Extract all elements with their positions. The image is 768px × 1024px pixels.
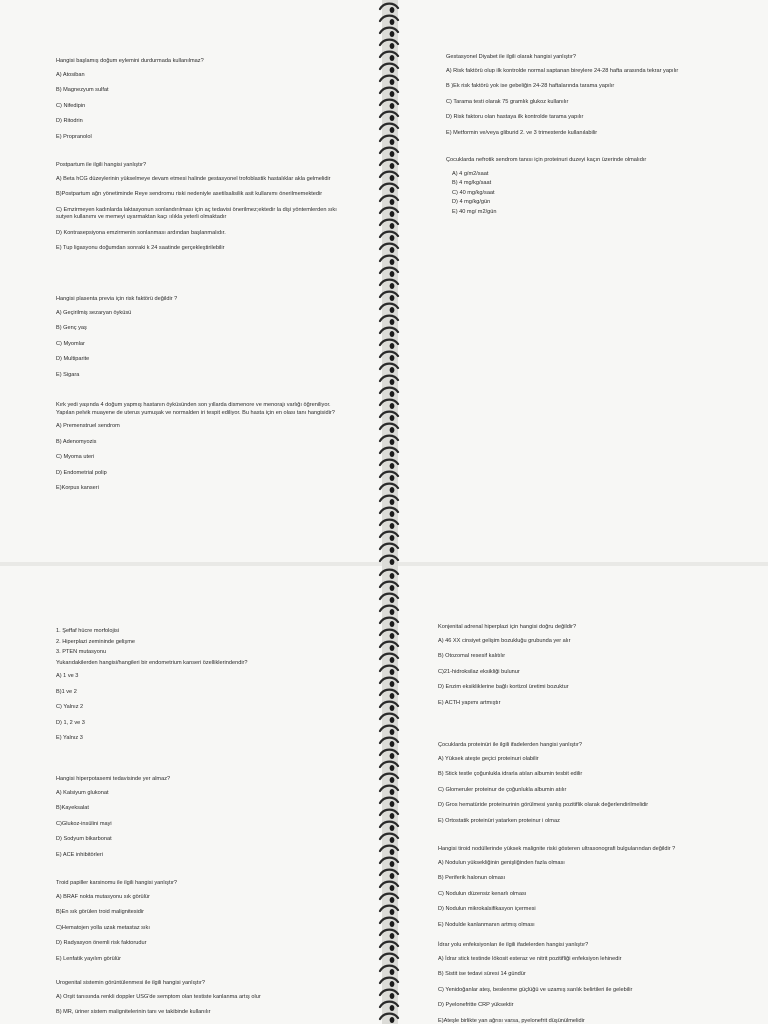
question-stem: Hangisi başlamış doğum eylemini durdurmada kullanılmaz? [56,58,204,64]
option-d: D) Ritodrin [56,118,83,125]
spiral-coil [380,520,398,525]
spiral-coil [380,990,398,995]
spiral-hole [390,427,395,433]
spiral-coil [380,364,398,369]
spiral-hole [390,717,395,723]
spiral-coil [380,702,398,707]
spiral-hole [390,31,395,37]
spiral-coil [380,448,398,453]
spiral-coil [380,642,398,647]
spiral-hole [390,463,395,469]
question-3 [56,296,366,387]
spiral-hole [390,295,395,301]
page-top-left [0,0,382,562]
spiral-hole [390,573,395,579]
spiral-hole [390,379,395,385]
option-d: D) Multiparite [56,356,90,363]
spiral-coil [380,594,398,599]
question-stem: İdrar yolu enfeksiyonları ile ilgili ifadelerden hangisi yanlıştır? [438,942,589,948]
spiral-hole [390,91,395,97]
option-d: D) Enzim eksikliklerine bağlı kortizol üretimi bozuktur [438,684,569,691]
option-d: D) Kontrasepsiyona emzirmenin sonlanması ardından başlanmalıdır. [56,229,226,236]
spiral-hole [390,993,395,999]
spiral-coil [380,666,398,671]
spiral-coil [380,714,398,719]
spiral-coil [380,834,398,839]
spiral-hole [390,585,395,591]
spiral-hole [390,765,395,771]
spiral-coil [380,532,398,537]
option-b: B) MR, üriner sistem malignitelerinin tanı ve takibinde kullanılır [56,1009,211,1016]
spiral-coil [380,256,398,261]
option-c: C) 40 mg/kg/saat [452,189,495,196]
spiral-coil [380,966,398,971]
spiral-hole [390,367,395,373]
spiral-coil [380,484,398,489]
spiral-binding-bottom [378,566,400,1024]
spiral-coil [380,196,398,201]
spiral-hole [390,331,395,337]
question-1 [56,58,366,149]
spiral-coil [380,786,398,791]
spiral-coil [380,220,398,225]
spiral-hole [390,211,395,217]
option-c: C) Yalnız 2 [56,704,84,711]
page-top-right [398,0,768,562]
spiral-hole [390,283,395,289]
spiral-hole [390,559,395,565]
spiral-binding-top [378,0,400,566]
spiral-hole [390,223,395,229]
spiral-coil [380,556,398,561]
spiral-coil [380,606,398,611]
spiral-hole [390,789,395,795]
question-stem: Kırk yedi yaşında 4 doğum yapmış hastanın öyküsünden son yıllarda dismenore ve menorajı varlığı öğreniliyor. Yapılan pelvik muayene de uterus yumuşak ve normalden iri tespit ediliyor. Bu hasta için en olası tanı hangisidir? [56,402,335,416]
option-e: E) 40 mg/ m2/gün [452,208,497,215]
premise-2: 2. Hiperplazi zemininde gelişme [56,638,135,645]
option-d: D) Endometrial polip [56,469,107,476]
spiral-hole [390,487,395,493]
option-b: B)Postpartum ağrı yönetiminde Reye sendromu riski nedeniyle asetilsalisilik asit kullanımı önerilmemektedir [56,191,323,198]
question-stem: Postpartum ile ilgili hangisi yanlıştır? [56,162,147,168]
spiral-coil [380,930,398,935]
option-d: D) Gros hematüride proteinurinin görülmesi yanlış pozitiflik olarak değerlendirilmelidir [438,802,649,809]
option-b: B) Sistit ise tedavi süresi 14 gündür [438,971,526,978]
question-9 [56,880,366,971]
spiral-hole [390,1005,395,1011]
spiral-hole [390,103,395,109]
question-4 [56,402,346,501]
spiral-coil [380,460,398,465]
option-e: E) Lenfatik yayılım görülür [56,955,121,962]
spiral-coil [380,918,398,923]
spiral-hole [390,801,395,807]
spiral-coil [380,376,398,381]
option-b: B) Magnezyum sulfat [56,87,109,94]
spiral-coil [380,726,398,731]
spiral-coil [380,1014,398,1019]
spiral-coil [380,100,398,105]
option-d: D) Sodyum bikarbonat [56,836,112,843]
option-c: C) Yenidoğanlar ateş, beslenme güçlüğü ve uzamış sarılık belirtileri ile gelebilir [438,986,633,993]
option-b: B) Genç yaş [56,325,87,332]
question-stem: Hangisi hiperpotasemi tedavisinde yer almaz? [56,776,171,782]
question-stem: Yukarıdakilerden hangisi/hangileri bir endometrium kanseri özelliklerindendir? [56,659,248,666]
spiral-hole [390,43,395,49]
spiral-hole [390,439,395,445]
spiral-coil [380,112,398,117]
spiral-hole [390,873,395,879]
spiral-coil [380,846,398,851]
question-stem: Konjenital adrenal hiperplazi için hangisi doğru değildir? [438,624,577,630]
spiral-coil [380,172,398,177]
option-a: A) İdrar stick testinde lökosit esteraz ve nitrit pozitifliği enfeksiyon lehinedir [438,955,622,962]
spiral-coil [380,882,398,887]
option-e: E) Yalnız 3 [56,735,83,742]
option-a: A) Nodulun yüksekliğinin genişliğinden fazla olması [438,859,565,866]
spiral-hole [390,307,395,313]
spiral-coil [380,1002,398,1007]
spiral-hole [390,777,395,783]
spiral-hole [390,235,395,241]
question-6 [446,157,751,218]
spiral-hole [390,933,395,939]
spiral-coil [380,630,398,635]
spiral-hole [390,451,395,457]
spiral-coil [380,436,398,441]
spiral-coil [380,304,398,309]
option-b: B) Periferik halonun olması [438,875,506,882]
spiral-hole [390,19,395,25]
option-e: E)Korpus kanseri [56,485,99,492]
spiral-coil [380,508,398,513]
option-b: B )Ek risk faktörü yok ise gebeliğin 24-28 haftalarında tarama yapılır [446,83,615,90]
spiral-hole [390,753,395,759]
option-a: A) 1 ve 3 [56,673,79,680]
spiral-coil [380,810,398,815]
spiral-hole [390,969,395,975]
spiral-coil [380,858,398,863]
spiral-coil [380,954,398,959]
option-d: D) Risk faktoru olan hastaya ilk kontrolde tarama yapılır [446,114,584,121]
question-5 [446,54,751,145]
option-b: B)1 ve 2 [56,688,77,695]
spiral-coil [380,894,398,899]
option-b: B) 4 mg/kg/saat [452,180,492,187]
spiral-coil [380,496,398,501]
option-b: B)Kayeksalat [56,805,89,812]
spiral-hole [390,825,395,831]
spiral-hole [390,475,395,481]
question-stem: Çocuklarda nefrotik sendrom tanısı için proteinuri duzeyi kaçın üzerinde olmalıdır [446,157,647,163]
option-e: E) Propranolol [56,133,92,140]
option-list [446,171,751,217]
spiral-coil [380,268,398,273]
spiral-hole [390,163,395,169]
spiral-coil [380,184,398,189]
option-e: E) Ortostatik proteinüri yatarken proteinur i olmaz [438,817,560,824]
spiral-coil [380,208,398,213]
spiral-hole [390,813,395,819]
spiral-coil [380,16,398,21]
spiral-hole [390,633,395,639]
option-d: D) 4 mg/kg/gün [452,199,491,206]
spiral-coil [380,978,398,983]
option-c: C)21-hidroksilaz eksikliği bulunur [438,668,520,675]
spiral-coil [380,690,398,695]
option-e: E) Tup ligasyonu doğumdan sonraki k 24 saatinde gerçekleştirilebilir [56,245,225,252]
question-11 [438,624,753,715]
option-b: B) Adenomyozis [56,438,97,445]
spiral-hole [390,921,395,927]
option-e: E) ACTH yapımı artmıştır [438,699,501,706]
spiral-hole [390,909,395,915]
spiral-hole [390,175,395,181]
spiral-hole [390,343,395,349]
premise-1: 1. Şeffaf hücre morfolojisi [56,628,120,634]
spiral-coil [380,232,398,237]
spiral-hole [390,547,395,553]
spiral-hole [390,511,395,517]
spiral-hole [390,271,395,277]
spiral-coil [380,76,398,81]
spiral-hole [390,127,395,133]
spiral-hole [390,403,395,409]
option-a: A) Premenstruel sendrom [56,423,120,430]
spiral-hole [390,741,395,747]
spiral-hole [390,609,395,615]
spiral-coil [380,148,398,153]
spiral-coil [380,472,398,477]
premise-3: 3. PTEN mutasyonu [56,649,107,656]
spiral-hole [390,115,395,121]
spiral-hole [390,7,395,13]
option-c: C)Glukoz-insülini mayi [56,820,112,827]
spiral-coil [380,160,398,165]
spiral-hole [390,849,395,855]
spiral-coil [380,678,398,683]
spiral-hole [390,391,395,397]
spiral-coil [380,582,398,587]
spiral-coil [380,654,398,659]
spiral-hole [390,897,395,903]
option-e: E) Sigara [56,371,80,378]
spiral-hole [390,729,395,735]
option-a: A) Yüksek ateşte geçici proteinuri olabilir [438,755,539,762]
option-a: A) Beta hCG düzeylerinin yükselmeye devam etmesi halinde gestasyonel trofoblastik hastalıklar akla gelmelidir [56,175,331,182]
spiral-hole [390,861,395,867]
spiral-coil [380,316,398,321]
page-bottom-left [0,566,382,1024]
spiral-hole [390,597,395,603]
spiral-hole [390,885,395,891]
spiral-coil [380,798,398,803]
spiral-coil [380,870,398,875]
option-e: E) Metformin ve/veya gliburid 2. ve 3 trimesterde kullanılabilir [446,129,598,136]
spiral-hole [390,355,395,361]
spiral-hole [390,523,395,529]
spiral-coil [380,750,398,755]
option-c: C) Nodulun düzensiz kenarlı olması [438,890,527,897]
spiral-coil [380,570,398,575]
spiral-hole [390,669,395,675]
spiral-hole [390,957,395,963]
option-a: A) 46 XX cinsiyet gelişim bozukluğu grubunda yer alır [438,637,571,644]
spiral-coil [380,942,398,947]
spiral-hole [390,415,395,421]
option-a: A) Kalsiyum glukonat [56,789,109,796]
spiral-hole [390,681,395,687]
option-a: A) Atosiban [56,71,85,78]
spiral-hole [390,199,395,205]
spiral-hole [390,499,395,505]
spiral-coil [380,762,398,767]
spiral-hole [390,945,395,951]
spiral-coil [380,618,398,623]
spiral-coil [380,40,398,45]
question-stem: Hangisi tiroid nodüllerinde yüksek malignite riski gösteren ultrasonografi bulgularından değildir ? [438,846,676,852]
spiral-coil [380,328,398,333]
option-e: E) ACE inhibitörleri [56,851,103,858]
option-a: A) Risk faktörü olup ilk kontrolde normal saptanan bireylere 24-28 hafta arasında tekrar yapılır [446,67,679,74]
spiral-coil [380,822,398,827]
spiral-coil [380,340,398,345]
question-12 [438,742,753,833]
spiral-coil [380,774,398,779]
question-7 [56,628,366,751]
question-14 [438,942,758,1024]
spiral-coil [380,400,398,405]
spiral-coil [380,280,398,285]
option-a: A) Orşit tanısında renkli doppler USG'de semptom olan testiste kanlanma artış olur [56,993,261,1000]
spiral-hole [390,981,395,987]
spiral-hole [390,55,395,61]
spiral-hole [390,259,395,265]
spiral-coil [380,4,398,9]
spiral-coil [380,424,398,429]
spiral-coil [380,136,398,141]
option-c: C) Emzirmeyen kadınlarda laktasyonun sonlandırılması için aç tedavisi önerilmez;ektedir la dişi yöntemlerden sıkı sutyen kullanımı ve memeyi uyarmaktan kaçı ıılıkla yeterli olmaktadır [56,206,337,221]
option-d: D) Pyelonefritte CRP yüksektir [438,1002,514,1009]
option-a: A) BRAF nokta mutasyonu sık görülür [56,893,150,900]
spiral-coil [380,64,398,69]
spiral-hole [390,247,395,253]
question-stem: Hangisi plasenta previa için risk faktörü değildir ? [56,296,178,302]
option-c: C) Glomeruler proteinur de çoğunlukla albumin atılır [438,786,567,793]
spiral-hole [390,657,395,663]
option-c: C)Hematojen yolla uzak metastaz sıkı [56,924,150,931]
option-c: C) Myomlar [56,340,85,347]
question-stem: Troid papiller karsinomu ile ilgili hangisi yanlıştır? [56,880,178,886]
option-c: C) Nifedipin [56,102,86,109]
option-a: A) 4 g/m2/saat [452,170,489,177]
option-b: B)En sık görülen troid malignitesidir [56,909,144,916]
spiral-coil [380,352,398,357]
option-e: E)Ateşle birlikte yan ağrısı varsa, pyelonefrit düşünülmelidir [438,1017,585,1024]
spiral-hole [390,645,395,651]
spiral-coil [380,292,398,297]
spiral-hole [390,837,395,843]
spiral-coil [380,544,398,549]
spiral-hole [390,139,395,145]
spiral-hole [390,187,395,193]
spiral-coil [380,88,398,93]
option-a: A) Geçirilmiş sezaryan öyküsü [56,309,132,316]
spiral-hole [390,535,395,541]
option-d: D) Radyasyon önemli risk faktorudur [56,940,147,947]
spiral-hole [390,319,395,325]
question-stem: Urogenital sistemin görüntülenmesi ile ilgili hangisi yanlıştır? [56,980,205,986]
spiral-coil [380,738,398,743]
question-stem: Gestasyonel Diyabet ile ilgili olarak hangisi yanlıştır? [446,54,576,60]
spiral-hole [390,1017,395,1023]
spiral-hole [390,705,395,711]
question-stem: Çocuklarda proteinüri ile ilgili ifadelerden hangisi yanlıştır? [438,742,582,748]
spiral-coil [380,28,398,33]
option-e: E) Nodulde kanlanmanın artmış olması [438,921,535,928]
option-b: B) Stick testle çoğunlukla idrarla atılan albumin tesbit edilir [438,771,583,778]
question-13 [438,846,758,937]
spiral-coil [380,244,398,249]
spiral-hole [390,693,395,699]
spiral-coil [380,124,398,129]
question-2 [56,162,346,261]
spiral-coil [380,52,398,57]
spiral-coil [380,388,398,393]
option-c: C) Myoma uteri [56,454,95,461]
spiral-hole [390,151,395,157]
spiral-hole [390,79,395,85]
spiral-hole [390,621,395,627]
option-d: D) Nodulun mikrokalsifikasyon içermesi [438,906,536,913]
option-d: D) 1, 2 ve 3 [56,719,85,726]
question-10 [56,980,374,1024]
option-c: C) Tarama testi olarak 75 gramlık glukoz kullanılır [446,98,569,105]
spiral-coil [380,412,398,417]
page-bottom-right [398,566,768,1024]
question-8 [56,776,366,867]
option-b: B) Otozomal resesif kalıtılır [438,653,506,660]
spiral-hole [390,67,395,73]
spiral-coil [380,906,398,911]
